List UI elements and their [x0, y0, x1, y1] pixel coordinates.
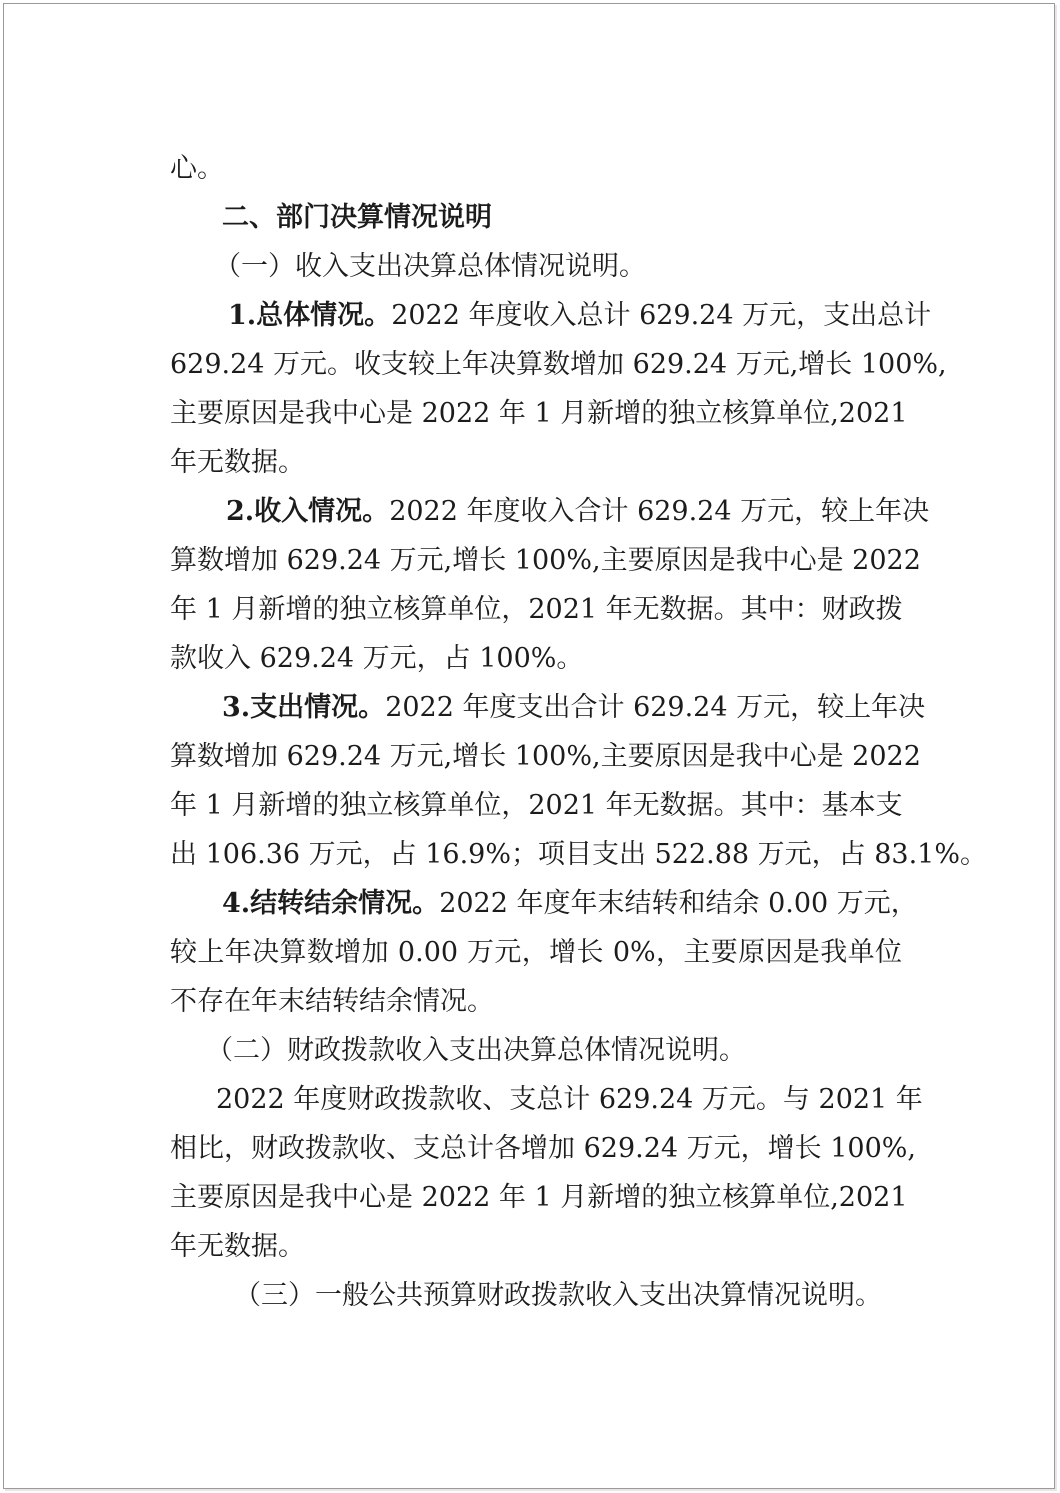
paragraph-line: 相比，财政拨款收、支总计各增加 629.24 万元，增长 100%, [170, 1133, 916, 1164]
paragraph-line: 算数增加 629.24 万元,增长 100%,主要原因是我中心是 2022 [170, 741, 921, 772]
paragraph-lead: 3.支出情况。 [222, 692, 386, 723]
paragraph-line: 主要原因是我中心是 2022 年 1 月新增的独立核算单位,2021 [170, 398, 908, 429]
paragraph-line: 主要原因是我中心是 2022 年 1 月新增的独立核算单位,2021 [170, 1182, 908, 1213]
subsection-heading: （三）一般公共预算财政拨款收入支出决算情况说明。 [234, 1280, 882, 1311]
section-heading: 二、部门决算情况说明 [222, 202, 492, 233]
document-body [170, 144, 987, 1320]
paragraph-lead: 4.结转结余情况。 [222, 888, 440, 919]
paragraph-line: 出 106.36 万元，占 16.9%；项目支出 522.88 万元，占 83.1%。 [170, 839, 987, 870]
text-line: 心。 [170, 153, 224, 184]
paragraph-text: 2022 年度年末结转和结余 0.00 万元， [439, 888, 918, 919]
paragraph-lead: 1.总体情况。 [228, 300, 392, 331]
paragraph-line: 年无数据。 [170, 447, 305, 478]
subsection-heading: （二）财政拨款收入支出决算总体情况说明。 [206, 1035, 746, 1066]
paragraph-text: 2022 年度收入合计 629.24 万元，较上年决 [389, 496, 930, 527]
paragraph-line: 款收入 629.24 万元，占 100%。 [170, 643, 584, 674]
subsection-heading: （一）收入支出决算总体情况说明。 [214, 251, 646, 282]
paragraph-line: 629.24 万元。收支较上年决算数增加 629.24 万元,增长 100%, [170, 349, 947, 380]
paragraph-text: 2022 年度支出合计 629.24 万元，较上年决 [385, 692, 926, 723]
document-page [3, 3, 1055, 1489]
paragraph-line: 2022 年度财政拨款收、支总计 629.24 万元。与 2021 年 [216, 1084, 923, 1115]
paragraph-line [170, 487, 930, 536]
paragraph-line [170, 879, 918, 928]
paragraph-lead: 2.收入情况。 [226, 496, 390, 527]
paragraph-line: 较上年决算数增加 0.00 万元，增长 0%，主要原因是我单位 [170, 937, 902, 968]
paragraph-line [170, 291, 932, 340]
paragraph-text: 2022 年度收入总计 629.24 万元，支出总计 [391, 300, 932, 331]
paragraph-line: 年 1 月新增的独立核算单位，2021 年无数据。其中：基本支 [170, 790, 903, 821]
paragraph-line: 不存在年末结转结余情况。 [170, 986, 494, 1017]
paragraph-line [170, 683, 926, 732]
paragraph-line: 算数增加 629.24 万元,增长 100%,主要原因是我中心是 2022 [170, 545, 921, 576]
paragraph-line: 年 1 月新增的独立核算单位，2021 年无数据。其中：财政拨 [170, 594, 903, 625]
paragraph-line: 年无数据。 [170, 1231, 305, 1262]
